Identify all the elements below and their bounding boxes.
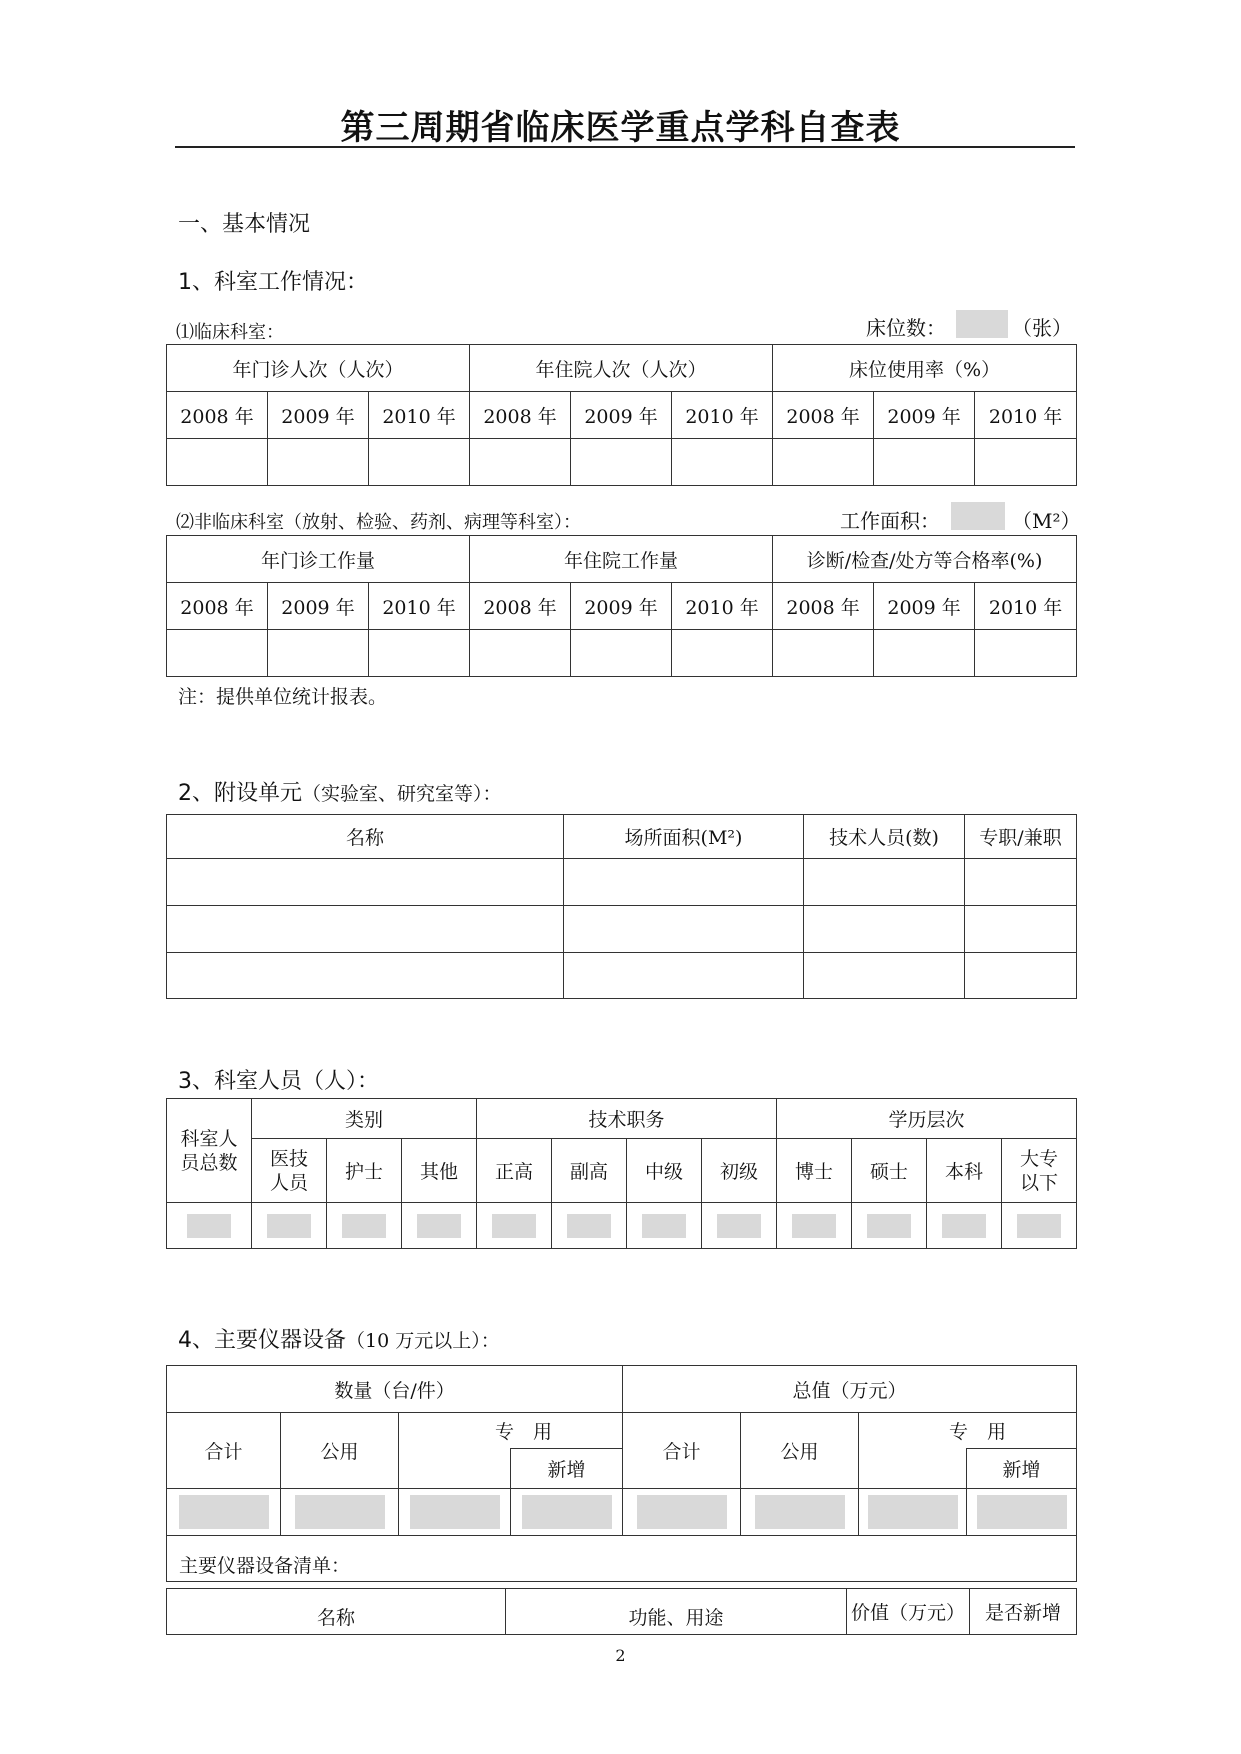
work-area-label: 工作面积： [840,509,940,533]
year-header: 2008 年 [470,583,571,630]
nonclinical-label-main: ⑵非临床科室 [176,512,284,533]
staff-table [166,1098,1077,1249]
work-area-unit: （M²） [1012,509,1081,533]
equipment-value-dedicated-blank [859,1449,967,1489]
data-cell[interactable] [975,439,1077,486]
equipment-input-cell[interactable] [967,1489,1077,1536]
equipment-input[interactable] [179,1495,269,1529]
staff-input[interactable] [717,1214,761,1238]
equipment-input[interactable] [522,1495,612,1529]
data-cell[interactable] [965,953,1077,999]
data-cell[interactable] [874,439,975,486]
staff-input-cell[interactable] [252,1203,327,1249]
title-underline [175,146,1075,148]
staff-group-education: 学历层次 [777,1099,1077,1139]
staff-input[interactable] [867,1214,911,1238]
equipment-input[interactable] [637,1495,727,1529]
equipment-qty-public: 公用 [281,1413,399,1489]
year-header: 2009 年 [268,583,369,630]
data-cell[interactable] [773,439,874,486]
staff-col: 中级 [627,1139,702,1203]
year-header: 2008 年 [167,583,268,630]
staff-group-title: 技术职务 [477,1099,777,1139]
staff-input[interactable] [417,1214,461,1238]
equipment-heading-paren: （10 万元以上）： [346,1330,500,1352]
year-header: 2009 年 [874,583,975,630]
units-header-area: 场所面积(M²) [564,815,804,859]
nonclinical-group-inpatient: 年住院工作量 [470,536,773,583]
staff-input-cell[interactable] [477,1203,552,1249]
equipment-qty-total: 合计 [167,1413,281,1489]
year-header: 2008 年 [773,392,874,439]
equipment-list-header-new: 是否新增 [970,1589,1077,1635]
staff-input[interactable] [642,1214,686,1238]
work-area-input[interactable] [951,502,1005,530]
equipment-input-cell[interactable] [281,1489,399,1536]
year-header: 2010 年 [672,583,773,630]
year-header: 2010 年 [672,392,773,439]
staff-input[interactable] [187,1214,231,1238]
equipment-input-cell[interactable] [399,1489,511,1536]
equipment-input-cell[interactable] [623,1489,741,1536]
units-header-type: 专职/兼职 [965,815,1077,859]
year-header: 2008 年 [773,583,874,630]
staff-input-cell[interactable] [167,1203,252,1249]
equipment-input[interactable] [410,1495,500,1529]
beds-label: 床位数： [866,316,946,340]
year-header: 2008 年 [167,392,268,439]
data-cell[interactable] [268,630,369,677]
equipment-list-header-name: 名称 [167,1589,506,1635]
staff-input[interactable] [492,1214,536,1238]
equipment-qty-new: 新增 [511,1449,623,1489]
year-header: 2009 年 [268,392,369,439]
data-cell[interactable] [804,859,965,906]
nonclinical-group-pass-rate: 诊断/检查/处方等合格率(%) [773,536,1077,583]
staff-input-cell[interactable] [702,1203,777,1249]
data-cell[interactable] [804,906,965,953]
data-cell[interactable] [571,439,672,486]
data-cell[interactable] [564,953,804,999]
data-cell[interactable] [773,630,874,677]
clinical-group-outpatient: 年门诊人次（人次） [167,345,470,392]
data-cell[interactable] [167,630,268,677]
units-heading-main: 2、附设单元 [178,781,302,806]
equipment-value-dedicated: 专 用 [859,1413,1077,1449]
equipment-list-header-function: 功能、用途 [506,1589,847,1635]
subsection-heading-equipment [178,1323,500,1354]
page-title: 第三周期省临床医学重点学科自查表 [340,108,901,148]
data-cell[interactable] [369,630,470,677]
data-cell[interactable] [167,906,564,953]
data-cell[interactable] [268,439,369,486]
equipment-value-new: 新增 [967,1449,1077,1489]
nonclinical-dept-label [176,508,581,534]
equipment-input[interactable] [295,1495,385,1529]
data-cell[interactable] [470,439,571,486]
equipment-input[interactable] [977,1495,1067,1529]
year-header: 2010 年 [369,392,470,439]
data-cell[interactable] [167,859,564,906]
staff-input[interactable] [1017,1214,1061,1238]
data-cell[interactable] [672,439,773,486]
equipment-heading-main: 4、主要仪器设备 [178,1328,346,1353]
data-cell[interactable] [369,439,470,486]
staff-input-cell[interactable] [402,1203,477,1249]
nonclinical-group-outpatient: 年门诊工作量 [167,536,470,583]
staff-input[interactable] [342,1214,386,1238]
subsection-heading-dept-work: 1、科室工作情况： [178,270,368,295]
data-cell[interactable] [965,906,1077,953]
year-header: 2010 年 [975,583,1077,630]
year-header: 2009 年 [874,392,975,439]
staff-col: 副高 [552,1139,627,1203]
equipment-qty-dedicated-blank [399,1449,511,1489]
data-cell[interactable] [672,630,773,677]
equipment-value-header: 总值（万元） [623,1366,1077,1413]
units-header-staff: 技术人员(数) [804,815,965,859]
equipment-list-header-value: 价值（万元） [847,1589,970,1635]
equipment-qty-dedicated: 专 用 [399,1413,623,1449]
staff-input[interactable] [267,1214,311,1238]
staff-input-cell[interactable] [552,1203,627,1249]
equipment-qty-header: 数量（台/件） [167,1366,623,1413]
clinical-table [166,344,1077,486]
staff-input-cell[interactable] [927,1203,1002,1249]
staff-col: 正高 [477,1139,552,1203]
staff-group-category: 类别 [252,1099,477,1139]
staff-input-cell[interactable] [1002,1203,1077,1249]
staff-input[interactable] [942,1214,986,1238]
staff-col: 硕士 [852,1139,927,1203]
equipment-list-table [166,1588,1077,1635]
units-heading-paren: （实验室、研究室等）： [302,783,502,805]
staff-col: 博士 [777,1139,852,1203]
page-number: 2 [615,1646,626,1665]
beds-unit: （张） [1012,316,1072,340]
clinical-dept-label: ⑴临床科室： [176,322,284,343]
equipment-value-total: 合计 [623,1413,741,1489]
equipment-input-cell[interactable] [511,1489,623,1536]
year-header: 2009 年 [571,392,672,439]
clinical-group-inpatient: 年住院人次（人次） [470,345,773,392]
staff-col: 护士 [327,1139,402,1203]
staff-input-cell[interactable] [852,1203,927,1249]
year-header: 2008 年 [470,392,571,439]
equipment-list-label: 主要仪器设备清单： [167,1536,1077,1582]
staff-input[interactable] [792,1214,836,1238]
equipment-input-cell[interactable] [167,1489,281,1536]
data-cell[interactable] [804,953,965,999]
equipment-input-cell[interactable] [741,1489,859,1536]
equipment-table [166,1365,1077,1582]
year-header: 2009 年 [571,583,672,630]
data-cell[interactable] [167,953,564,999]
year-header: 2010 年 [975,392,1077,439]
data-cell[interactable] [965,859,1077,906]
staff-col: 大专以下 [1002,1139,1077,1203]
equipment-input-cell[interactable] [859,1489,967,1536]
subsection-heading-units [178,776,502,807]
equipment-value-public: 公用 [741,1413,859,1489]
data-cell[interactable] [571,630,672,677]
clinical-group-bed-usage: 床位使用率（%） [773,345,1077,392]
staff-input[interactable] [567,1214,611,1238]
subsection-heading-staff: 3、科室人员（人）： [178,1069,379,1094]
year-header: 2010 年 [369,583,470,630]
data-cell[interactable] [564,906,804,953]
nonclinical-label-paren: （放射、检验、药剂、病理等科室）： [284,512,581,533]
equipment-input[interactable] [868,1495,958,1529]
units-header-name: 名称 [167,815,564,859]
data-cell[interactable] [975,630,1077,677]
data-cell[interactable] [564,859,804,906]
data-cell[interactable] [874,630,975,677]
staff-input-cell[interactable] [627,1203,702,1249]
nonclinical-table [166,535,1077,677]
staff-input-cell[interactable] [327,1203,402,1249]
beds-input[interactable] [956,310,1008,338]
staff-col: 其他 [402,1139,477,1203]
staff-col: 初级 [702,1139,777,1203]
staff-input-cell[interactable] [777,1203,852,1249]
note-text: 注：提供单位统计报表。 [178,686,388,708]
staff-col: 本科 [927,1139,1002,1203]
data-cell[interactable] [167,439,268,486]
staff-col: 医技人员 [252,1139,327,1203]
equipment-input[interactable] [755,1495,845,1529]
staff-total-header: 科室人员总数 [167,1099,252,1203]
section-heading-basic: 一、基本情况 [178,212,311,237]
data-cell[interactable] [470,630,571,677]
units-table [166,814,1077,999]
